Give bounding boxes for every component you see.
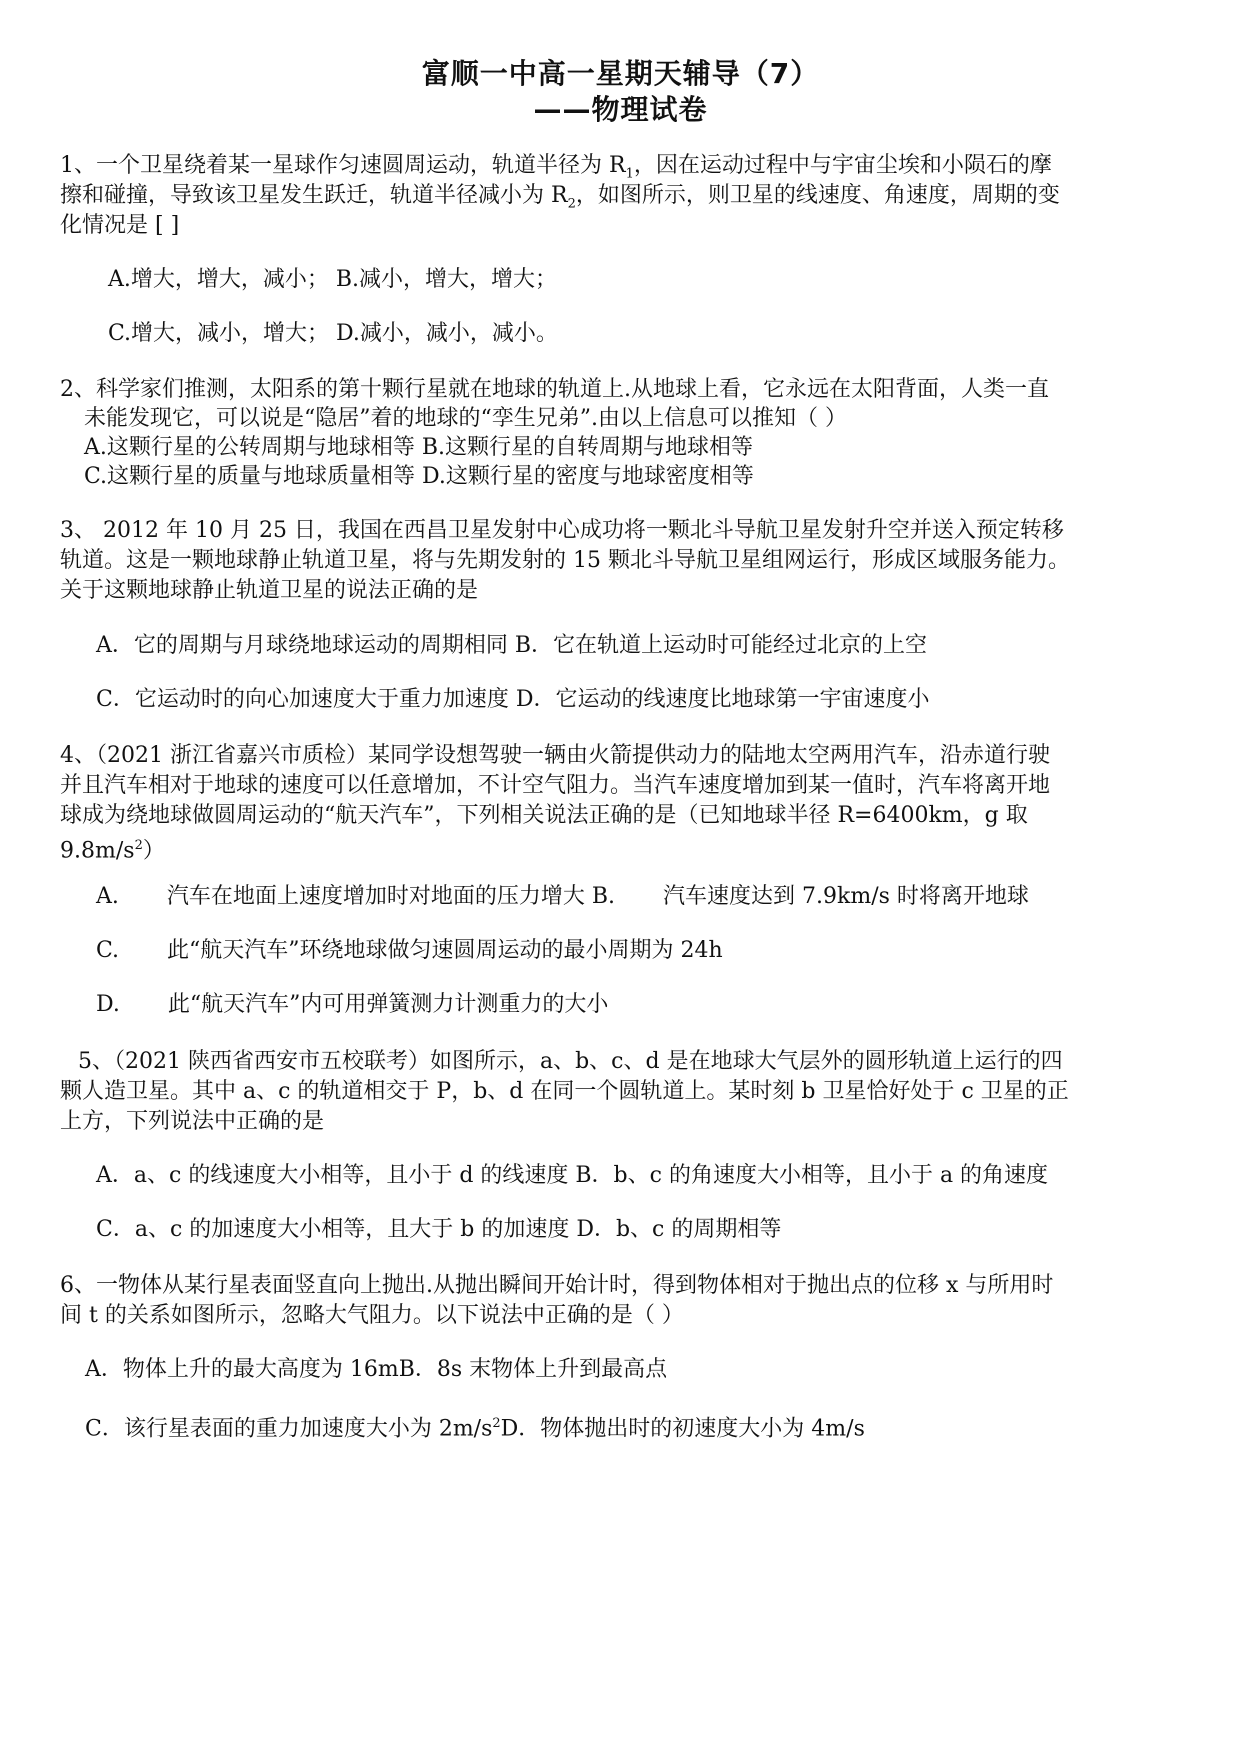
q4-stem-line-1: 4、（2021 浙江省嘉兴市质检）某同学设想驾驶一辆由火箭提供动力的陆地太空两用汽车，沿赤道行驶 <box>60 743 1050 768</box>
q4-option-d: D. 此“航天汽车”内可用弹簧测力计测重力的大小 <box>96 992 609 1017</box>
q3-options-ab: A．它的周期与月球绕地球运动的周期相同 B．它在轨道上运动时可能经过北京的上空 <box>96 633 928 658</box>
q5-stem-line-1: 5、（2021 陕西省西安市五校联考）如图所示，a、b、c、d 是在地球大气层外的圆形轨道上运行的四 <box>78 1049 1063 1074</box>
q2-stem-line-1: 2、科学家们推测，太阳系的第十颗行星就在地球的轨道上.从地球上看，它永远在太阳背面，人类一直 <box>60 377 1049 402</box>
q1-stem-line-2: 擦和碰撞，导致该卫星发生跃迁，轨道半径减小为 $R_2$，如图所示，则卫星的线速度、角速度，周期的变 <box>60 183 1060 212</box>
q2-options-cd: C.这颗行星的质量与地球质量相等 D.这颗行星的密度与地球密度相等 <box>84 464 754 489</box>
q1-options-cd: C.增大，减小，增大； D.减小，减小，减小。 <box>108 321 558 346</box>
q1-stem-line-3: 化情况是 [ ] <box>60 213 180 238</box>
q5-stem-line-3: 上方，下列说法中正确的是 <box>60 1109 325 1134</box>
q4-stem-line-3: 球成为绕地球做圆周运动的“航天汽车”，下列相关说法正确的是（已知地球半径 R=6400km，g 取 <box>60 803 1028 828</box>
q4-option-c: C. 此“航天汽车”环绕地球做匀速圆周运动的最小周期为 24h <box>96 938 723 963</box>
page-title: 富顺一中高一星期天辅导（7） <box>421 57 820 90</box>
q5-options-ab: A．a、c 的线速度大小相等，且小于 d 的线速度 B．b、c 的角速度大小相等，且小于 a 的角速度 <box>96 1163 1049 1188</box>
q6-stem-line-1: 6、一物体从某行星表面竖直向上抛出.从抛出瞬间开始计时，得到物体相对于抛出点的位移 x 与所用时 <box>60 1273 1054 1298</box>
q6-options-cd: C．该行星表面的重力加速度大小为 $2m/s^2D$．物体抛出时的初速度大小为 4m/s <box>85 1416 865 1442</box>
q3-options-cd: C．它运动时的向心加速度大于重力加速度 D．它运动的线速度比地球第一宇宙速度小 <box>96 687 930 712</box>
q4-stem-line-2: 并且汽车相对于地球的速度可以任意增加，不计空气阻力。当汽车速度增加到某一值时，汽车将离开地 <box>60 773 1051 798</box>
q2-stem-line-2: 未能发现它，可以说是“隐居”着的地球的“孪生兄弟”.由以上信息可以推知（ ） <box>84 406 847 431</box>
q1-stem-line-1: 1、一个卫星绕着某一星球作匀速圆周运动，轨道半径为 $R_1$，因在运动过程中与宇宙尘埃和小陨石的摩 <box>60 153 1052 182</box>
q1-options-ab: A.增大，增大，减小； B.减小，增大，增大； <box>108 267 558 292</box>
q5-stem-line-2: 颗人造卫星。其中 a、c 的轨道相交于 P，b、d 在同一个圆轨道上。某时刻 b 卫星恰好处于 c 卫星的正 <box>60 1079 1069 1104</box>
q3-stem-line-2: 轨道。这是一颗地球静止轨道卫星，将与先期发射的 15 颗北斗导航卫星组网运行，形成区域服务能力。 <box>60 548 1070 573</box>
q6-stem-line-2: 间 t 的关系如图所示，忽略大气阻力。以下说法中正确的是（ ） <box>60 1303 684 1328</box>
q4-options-ab: A. 汽车在地面上速度增加时对地面的压力增大 B. 汽车速度达到 7.9km/s 时将离开地球 <box>96 884 1029 909</box>
q4-stem-line-4: $9.8m/s^2$） <box>60 838 165 864</box>
q5-options-cd: C．a、c 的加速度大小相等，且大于 b 的加速度 D．b、c 的周期相等 <box>96 1217 782 1242</box>
q3-stem-line-1: 3、 2012 年 10 月 25 日，我国在西昌卫星发射中心成功将一颗北斗导航卫星发射升空并送入预定转移 <box>60 518 1064 543</box>
q3-stem-line-3: 关于这颗地球静止轨道卫星的说法正确的是 <box>60 578 479 603</box>
q2-options-ab: A.这颗行星的公转周期与地球相等 B.这颗行星的自转周期与地球相等 <box>84 435 754 460</box>
page-subtitle: ——物理试卷 <box>533 93 708 126</box>
q6-options-ab: A．物体上升的最大高度为 16mB．8s 末物体上升到最高点 <box>85 1357 668 1382</box>
